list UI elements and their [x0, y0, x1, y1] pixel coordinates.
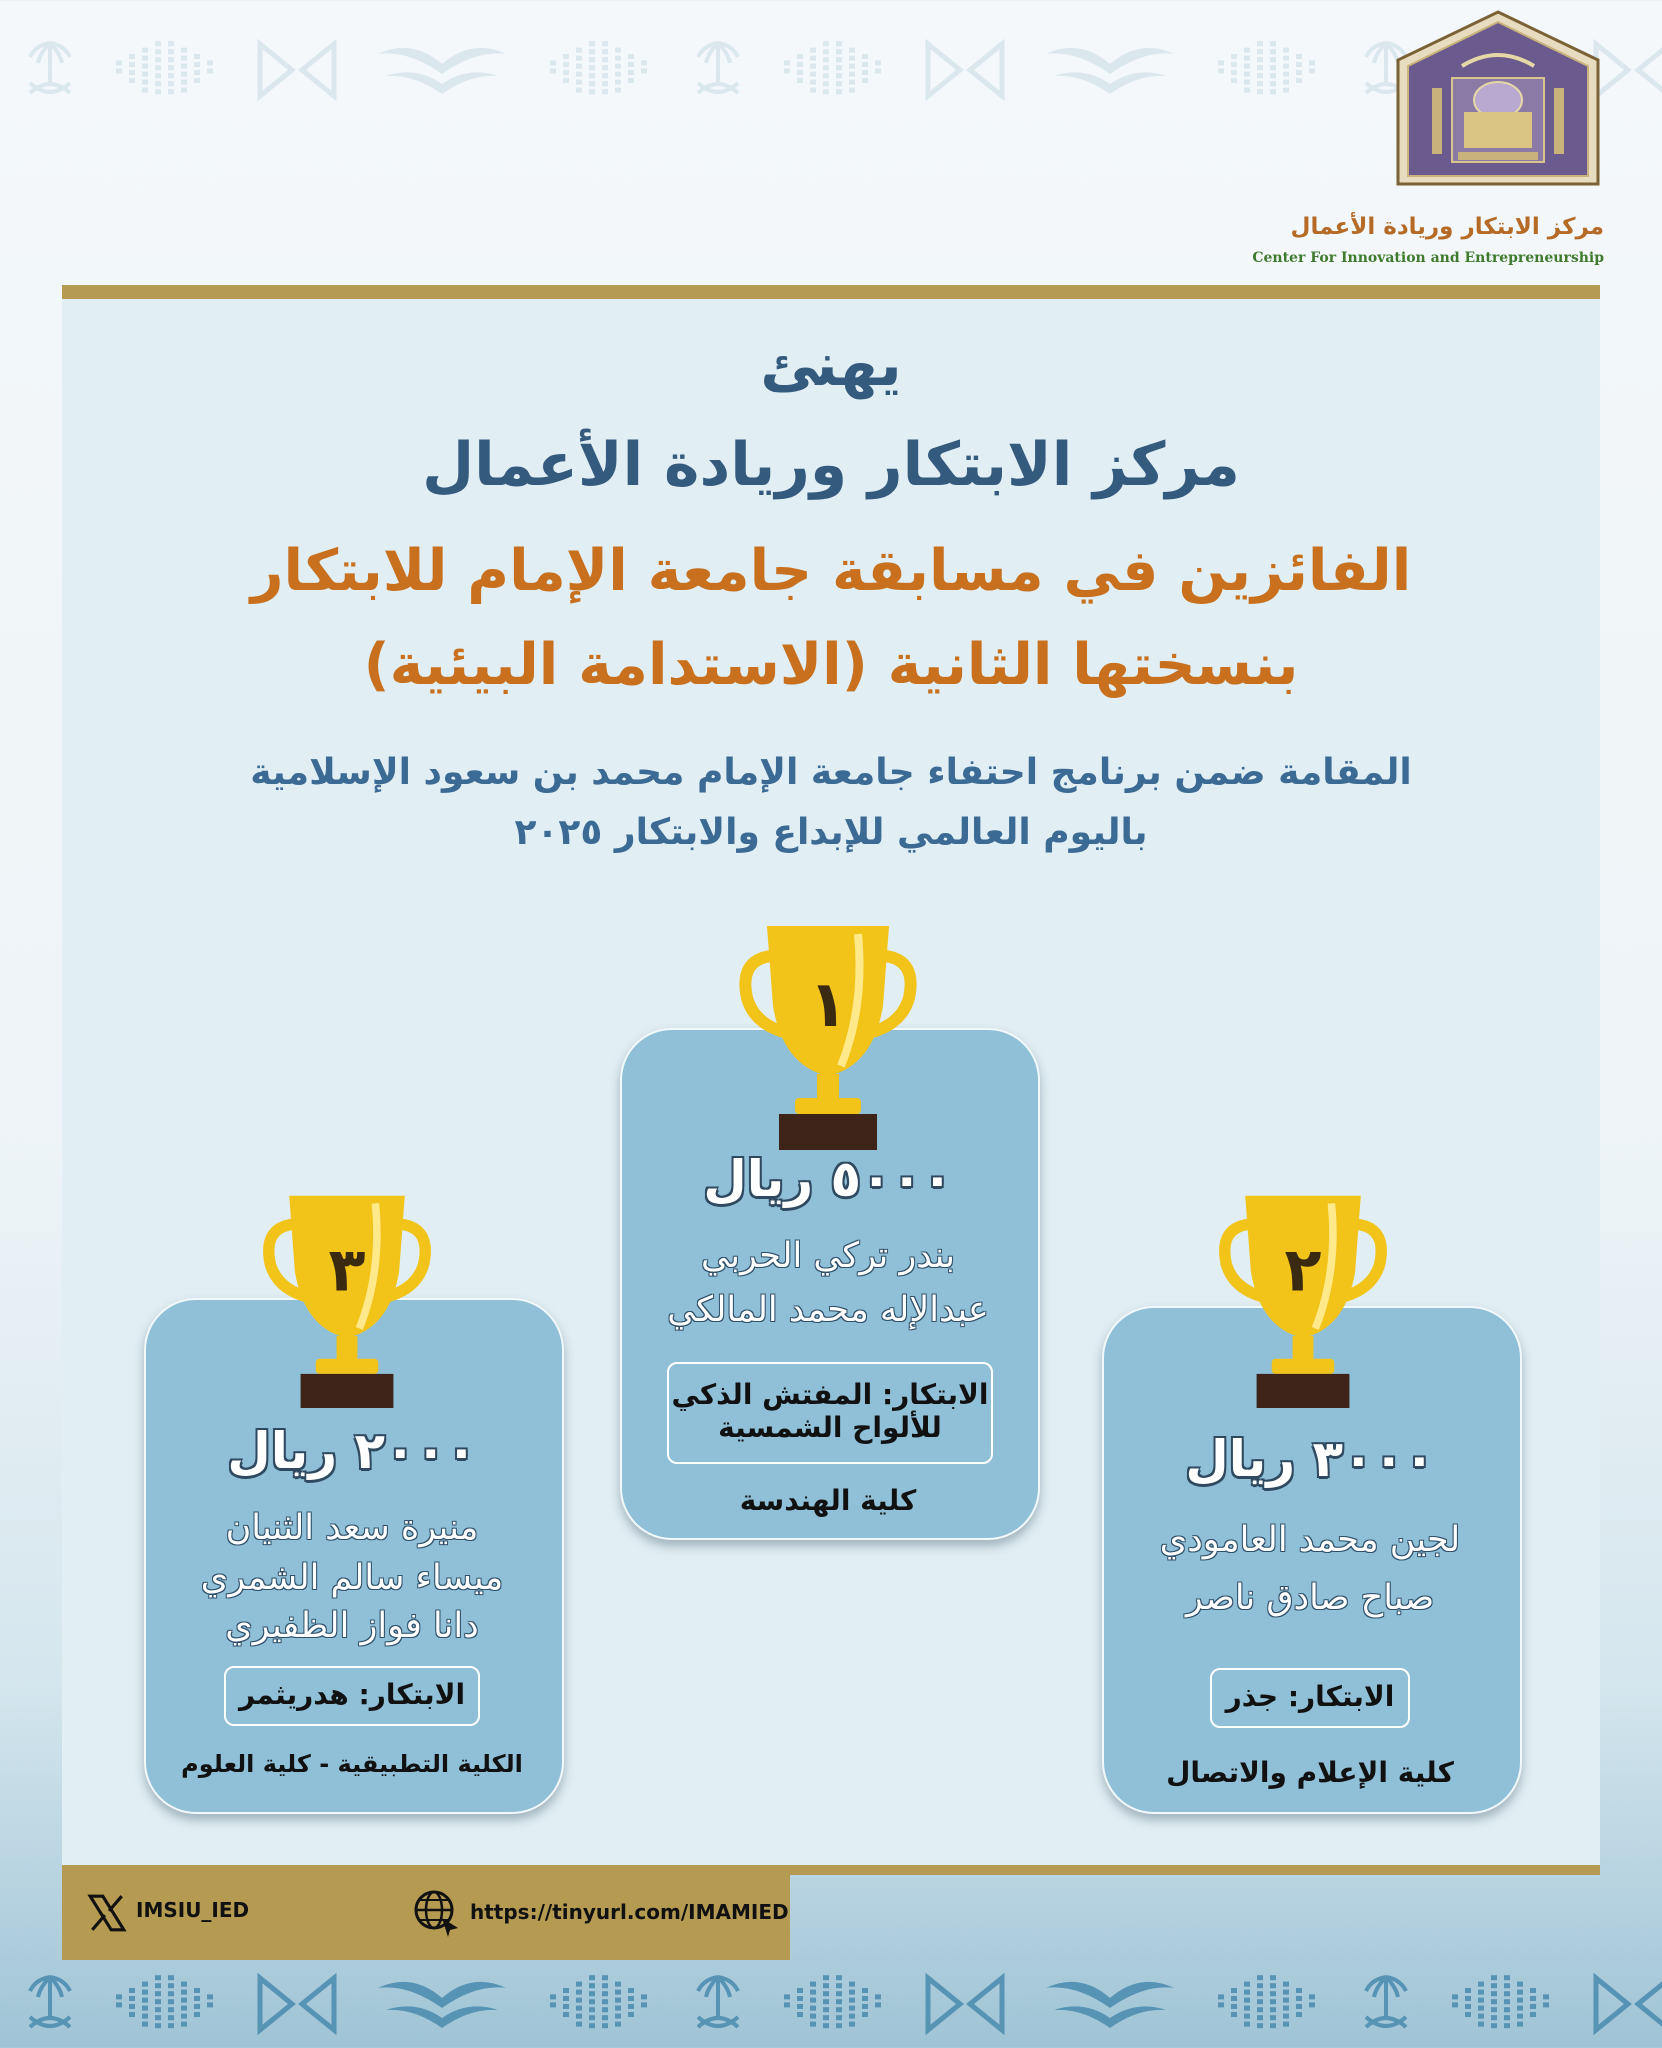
rank-label: ١	[808, 968, 848, 1042]
pattern-motif-icon	[22, 1969, 78, 2039]
congrats-heading: يهنئ	[760, 330, 902, 400]
second-place-name-1: لجين محمد العامودي	[1159, 1520, 1461, 1560]
first-place-innovation-line1: الابتكار: المفتش الذكي	[671, 1378, 989, 1411]
first-place-innovation-box	[667, 1362, 993, 1464]
pattern-motif-icon	[924, 1968, 1006, 2040]
pattern-motif-icon	[1358, 1969, 1414, 2039]
pattern-motif-icon	[112, 1968, 222, 2040]
second-place-trophy-icon	[1213, 1185, 1393, 1415]
third-place-prize: ٢٠٠٠ ريال	[227, 1422, 477, 1480]
pattern-motif-icon	[256, 34, 338, 106]
second-place-prize: ٣٠٠٠ ريال	[1185, 1430, 1435, 1488]
third-place-name-1: منيرة سعد الثنيان	[225, 1508, 479, 1548]
second-place-innovation-box	[1210, 1668, 1410, 1728]
pattern-motif-icon	[112, 34, 222, 106]
first-place-prize: ٥٠٠٠ ريال	[703, 1150, 953, 1208]
pattern-motif-icon	[1214, 1968, 1324, 2040]
rank-label: ٢	[1284, 1235, 1322, 1306]
pattern-motif-icon	[546, 1968, 656, 2040]
bottom-decorative-pattern	[0, 1960, 1662, 2048]
website-link[interactable]: https://tinyurl.com/IMAMIED	[470, 1900, 789, 1924]
second-place-college: كلية الإعلام والاتصال	[1166, 1756, 1454, 1789]
subtitle-line1: المقامة ضمن برنامج احتفاء جامعة الإمام محمد بن سعود الإسلامية	[250, 752, 1412, 793]
center-name-english: Center For Innovation and Entrepreneurship	[1252, 250, 1604, 266]
pattern-motif-icon	[924, 34, 1006, 106]
x-logo-icon[interactable]	[86, 1892, 128, 1934]
pattern-motif-icon	[780, 1968, 890, 2040]
first-place-name-1: بندر تركي الحربي	[701, 1236, 955, 1276]
second-place-innovation-line1: الابتكار: جذر	[1225, 1680, 1395, 1713]
pattern-motif-icon	[22, 35, 78, 105]
pattern-motif-icon	[546, 34, 656, 106]
pattern-motif-icon	[690, 35, 746, 105]
pattern-motif-icon	[1040, 1968, 1180, 2040]
center-heading: مركز الابتكار وريادة الأعمال	[422, 430, 1240, 500]
third-place-college: الكلية التطبيقية - كلية العلوم	[181, 1750, 523, 1778]
winners-heading-line1: الفائزين في مسابقة جامعة الإمام للابتكار	[250, 538, 1412, 604]
pattern-motif-icon	[256, 1968, 338, 2040]
third-place-innovation-line1: الابتكار: هدريثمر	[238, 1678, 466, 1711]
third-place-name-2: ميساء سالم الشمري	[200, 1558, 504, 1598]
university-logo-icon	[1392, 8, 1604, 188]
pattern-motif-icon	[1214, 34, 1324, 106]
pattern-motif-icon	[780, 34, 890, 106]
first-place-innovation-line2: للألواح الشمسية	[718, 1411, 942, 1444]
third-place-name-3: دانا فواز الظفيري	[225, 1606, 479, 1646]
center-name-arabic: مركز الابتكار وريادة الأعمال	[1290, 214, 1604, 240]
globe-icon[interactable]	[412, 1888, 462, 1938]
pattern-motif-icon	[690, 1969, 746, 2039]
first-place-name-2: عبدالإله محمد المالكي	[667, 1290, 989, 1330]
pattern-motif-icon	[372, 34, 512, 106]
social-handle[interactable]: IMSIU_IED	[136, 1898, 250, 1922]
pattern-motif-icon	[372, 1968, 512, 2040]
first-place-trophy-icon	[733, 916, 923, 1156]
pattern-motif-icon	[1448, 1968, 1558, 2040]
second-place-name-2: صباح صادق ناصر	[1185, 1578, 1435, 1618]
subtitle-line2: باليوم العالمي للإبداع والابتكار ٢٠٢٥	[514, 812, 1148, 853]
winners-heading-line2: بنسختها الثانية (الاستدامة البيئية)	[363, 632, 1299, 698]
third-place-trophy-icon	[257, 1185, 437, 1415]
third-place-innovation-box	[224, 1666, 480, 1726]
pattern-motif-icon	[1592, 1968, 1662, 2040]
pattern-motif-icon	[1040, 34, 1180, 106]
first-place-college: كلية الهندسة	[739, 1484, 917, 1517]
rank-label: ٣	[328, 1235, 366, 1306]
